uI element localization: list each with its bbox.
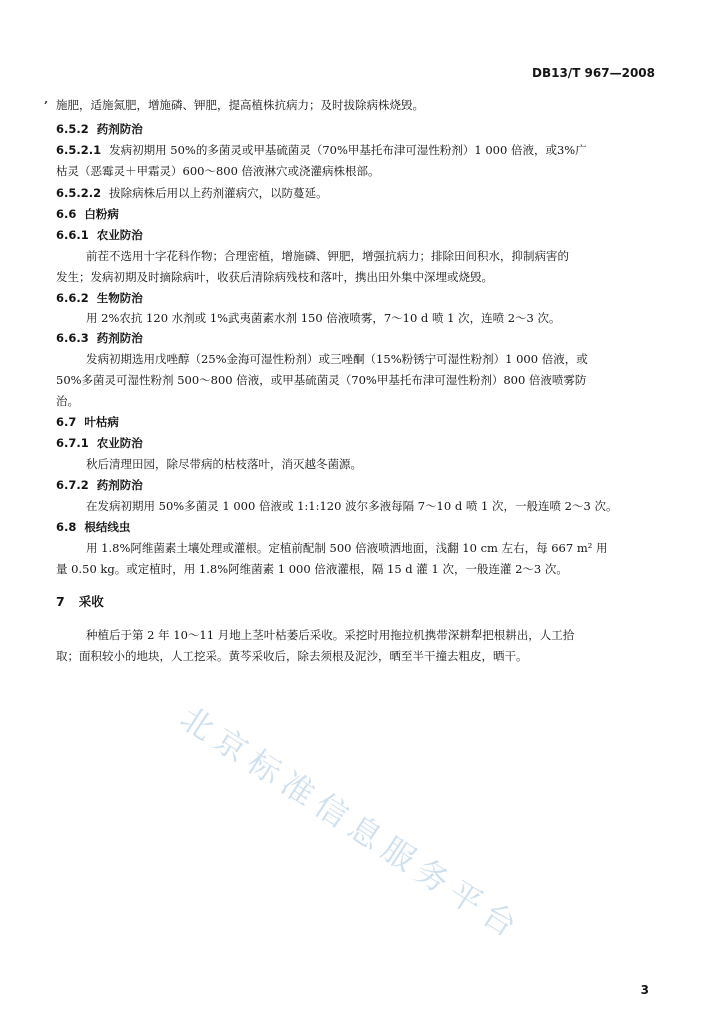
section-number: 6.7.2	[56, 478, 89, 492]
text-line: 用 2%农抗 120 水剂或 1%武夷菌素水剂 150 倍液喷雾，7～10 d 喷 1 次，连喷 2～3 次。	[86, 311, 561, 325]
heading-6-7-2	[56, 477, 657, 493]
text-line: 用 1.8%阿维菌素土壤处理或灌根。定植前配制 500 倍液喷洒地面，浅翻 10 cm 左右，每 667 m² 用	[86, 541, 608, 555]
paragraph-text: 发病初期用 50%的多菌灵或甲基硫菌灵（70%甲基托布津可湿性粉剂）1 000 倍液，或3%广	[109, 143, 587, 157]
text-line: 在发病初期用 50%多菌灵 1 000 倍液或 1:1:120 波尔多液每隔 7～10 d 喷 1 次，一般连喷 2～3 次。	[86, 499, 618, 513]
paragraph-text: 拔除病株后用以上药剂灌病穴，以防蔓延。	[109, 186, 328, 200]
section-number: 6.7.1	[56, 436, 89, 450]
standard-code: DB13/T 967—2008	[532, 66, 655, 80]
text-line: 发病初期选用戊唑醇（25%金海可湿性粉剂）或三唑酮（15%粉锈宁可湿性粉剂）1 000 倍液，或	[86, 352, 588, 366]
heading-7	[56, 594, 657, 610]
section-title: 药剂防治	[96, 478, 143, 492]
section-title: 农业防治	[96, 228, 143, 242]
text-line: 枯灵（恶霉灵＋甲霜灵）600～800 倍液淋穴或浇灌病株根部。	[56, 164, 380, 178]
text-line: 施肥，适施氮肥，增施磷、钾肥，提高植株抗病力；及时拔除病株烧毁。	[56, 98, 424, 112]
text-line: 50%多菌灵可湿性粉剂 500～800 倍液，或甲基硫菌灵（70%甲基托布津可湿性粉剂）800 倍液喷雾防	[56, 373, 587, 387]
heading-6-6-3	[56, 330, 657, 346]
scan-mark: ’	[44, 99, 48, 112]
section-title: 根结线虫	[84, 520, 131, 534]
heading-6-8	[56, 519, 657, 535]
text-line: 量 0.50 kg。或定植时，用 1.8%阿维菌素 1 000 倍液灌根，隔 15 d 灌 1 次，一般连灌 2～3 次。	[56, 562, 568, 576]
text-line: 秋后清理田园，除尽带病的枯枝落叶，消灭越冬菌源。	[86, 457, 362, 471]
heading-6-6	[56, 206, 657, 222]
page-number: 3	[640, 983, 649, 997]
section-title: 白粉病	[84, 207, 119, 221]
text-line: 前茬不选用十字花科作物；合理密植，增施磷、钾肥，增强抗病力；排除田间积水，抑制病害的	[86, 249, 569, 263]
section-title: 药剂防治	[96, 122, 143, 136]
section-number: 6.6.2	[56, 291, 89, 305]
heading-6-7-1	[56, 435, 657, 451]
text-line: 取；面积较小的地块，人工挖采。黄芩采收后，除去须根及泥沙，晒至半干撞去粗皮，晒干。	[56, 649, 528, 663]
heading-6-5-2	[56, 121, 657, 137]
section-number: 6.6	[56, 207, 77, 221]
section-number: 6.5.2.1	[56, 143, 102, 157]
text-line: 种植后于第 2 年 10～11 月地上茎叶枯萎后采收。采挖时用拖拉机携带深耕犁把根耕出，人工拾	[86, 628, 575, 642]
section-title: 采收	[78, 594, 104, 609]
heading-6-6-1	[56, 227, 657, 243]
section-number: 6.5.2.2	[56, 186, 102, 200]
section-number: 6.8	[56, 520, 77, 534]
section-number: 6.6.1	[56, 228, 89, 242]
section-number: 6.6.3	[56, 331, 89, 345]
text-line: 发生；发病初期及时摘除病叶，收获后清除病残枝和落叶，携出田外集中深埋或烧毁。	[56, 270, 493, 284]
section-number: 6.7	[56, 415, 77, 429]
section-number: 6.5.2	[56, 122, 89, 136]
watermark: 北京标准信息服务平台	[173, 698, 530, 949]
text-line	[56, 185, 657, 201]
section-number: 7	[56, 594, 65, 609]
text-line	[56, 142, 657, 158]
heading-6-6-2	[56, 290, 657, 306]
section-title: 农业防治	[96, 436, 143, 450]
section-title: 药剂防治	[96, 331, 143, 345]
heading-6-7	[56, 414, 657, 430]
section-title: 叶枯病	[84, 415, 119, 429]
text-line: 治。	[56, 394, 79, 408]
section-title: 生物防治	[96, 291, 143, 305]
